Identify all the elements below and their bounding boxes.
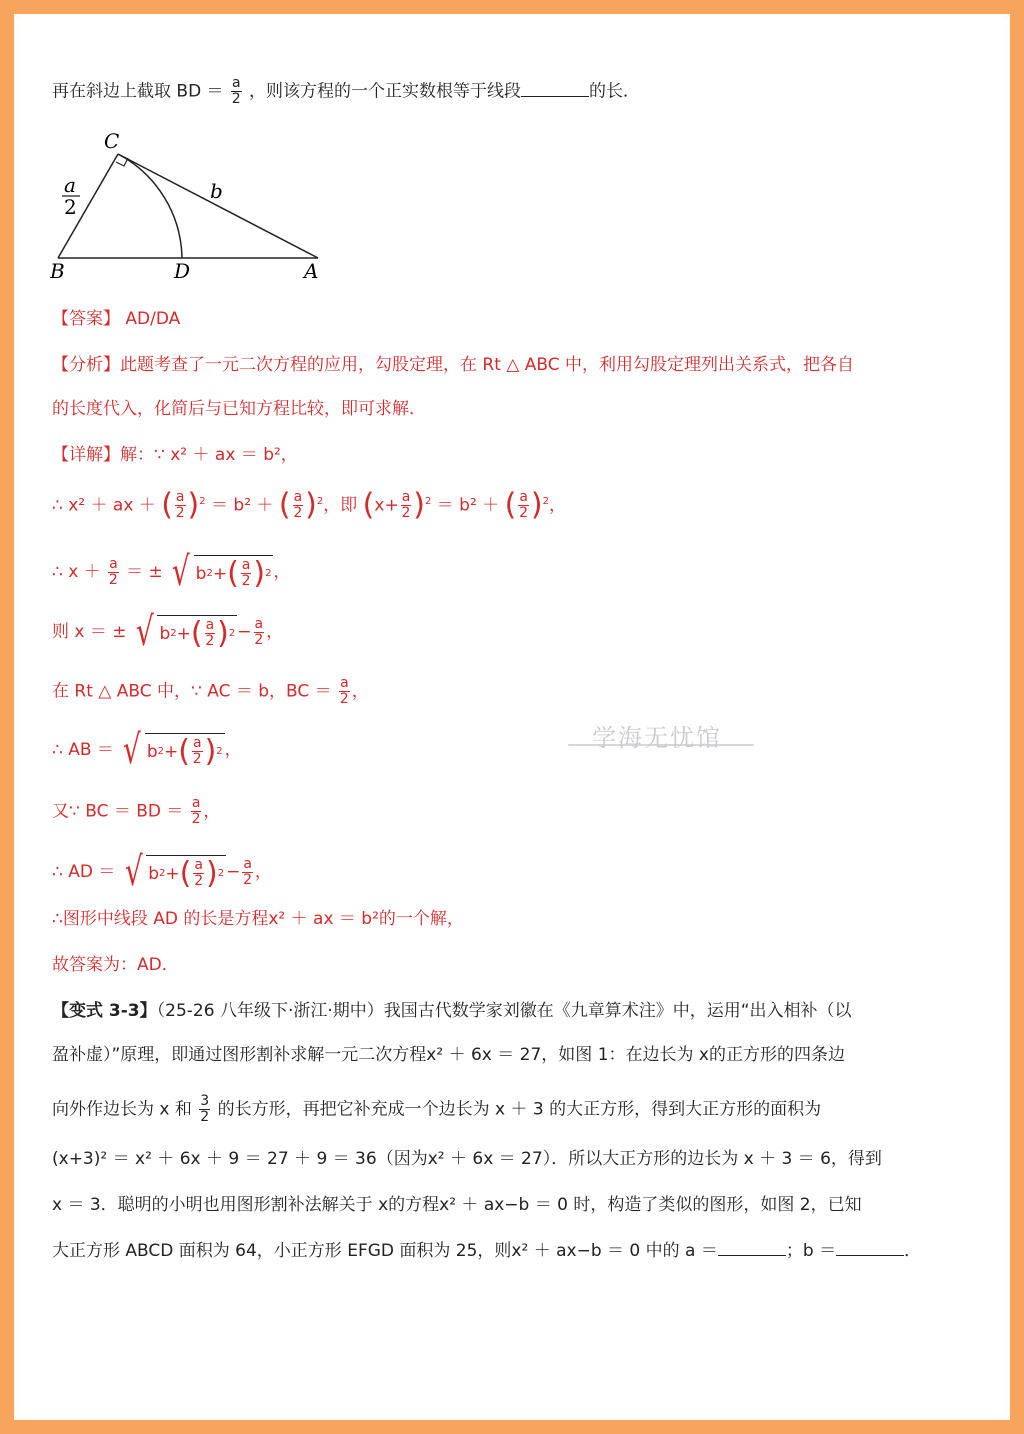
detail-line-9: ∴图形中线段 AD 的长是方程x² ＋ ax ＝ b²的一个解，	[52, 909, 464, 929]
detail-line-3: ∴ x ＋ $\frac{a}{2}$ ＝ ± √ b 2 + ( $\frac{a}{2}$ ) 2 ，	[52, 549, 291, 595]
variant-line-1: 【变式 3-3】（25-26 八年级下·浙江·期中）我国古代数学家刘徽在《九章算术注》中，运用“出入相补（以	[52, 1001, 852, 1021]
answer-blank	[521, 82, 589, 97]
label-b: b	[210, 179, 223, 203]
answer-blank-b	[836, 1241, 904, 1256]
answer-line: 【答案】 AD/DA	[52, 309, 181, 329]
analysis-line-1: 【分析】此题考查了一元二次方程的应用，勾股定理，在 Rt △ ABC 中，利用勾股定理列出关系式，把各自	[52, 355, 855, 375]
watermark: 学海无忧馆	[592, 724, 722, 752]
answer-blank-a	[718, 1241, 786, 1256]
triangle-figure	[50, 128, 330, 284]
variant-line-2: 盈补虚）”原理，即通过图形割补求解一元二次方程x² ＋ 6x ＝ 27，如图 1：在边长为 x的正方形的四条边	[52, 1045, 845, 1065]
detail-line-10: 故答案为：AD．	[52, 955, 179, 975]
fraction: $\frac{a}{2}$	[231, 75, 241, 107]
detail-line-8: ∴ AD ＝ √ b 2 + ( $\frac{a}{2}$ ) 2 − $\frac{a}{2}$ ，	[52, 849, 272, 895]
label-C: C	[104, 129, 120, 153]
detail-line-5: 在 Rt △ ABC 中，∵ AC ＝ b，BC ＝ $\frac{a}{2}$ ，	[52, 675, 369, 707]
label-two: 2	[64, 195, 77, 219]
variant-line-5: x ＝ 3．聪明的小明也用图形割补法解关于 x的方程x² ＋ ax−b ＝ 0 时，构造了类似的图形，如图 2，已知	[52, 1195, 862, 1215]
label-D: D	[174, 259, 191, 283]
detail-line-4: 则 x ＝ ± √ b 2 + ( $\frac{a}{2}$ ) 2 − $\frac{a}{2}$ ，	[52, 609, 284, 655]
detail-line-6: ∴ AB ＝ √ b 2 + ( $\frac{a}{2}$ ) 2 ，	[52, 727, 242, 773]
variant-line-3: 向外作边长为 x 和 $\frac{3}{2}$ 的长方形，再把它补充成一个边长为 x ＋ 3 的大正方形，得到大正方形的面积为	[52, 1093, 822, 1125]
detail-line-1: 【详解】解：∵ x² ＋ ax ＝ b²，	[52, 445, 298, 465]
question-line: 再在斜边上截取 BD ＝ $\frac{a}{2}$ ，则该方程的一个正实数根等于线段 的长．	[52, 75, 640, 107]
detail-line-7: 又∵ BC ＝ BD ＝ $\frac{a}{2}$ ，	[52, 795, 221, 827]
analysis-line-2: 的长度代入，化简后与已知方程比较，即可求解．	[52, 399, 426, 419]
sqrt: √ b 2 + ( $\frac{a}{2}$ ) 2	[171, 549, 272, 595]
detail-line-2: ∴ x² ＋ ax ＋ ( $\frac{a}{2}$ )$^2$ ＝ b² ＋ ( $\frac{a}{2}$ )$^2$，即 (x+ $\frac{a}{2}$ )$^2$ ＝ b² ＋ ( $\frac{a}{2}$ )$^2$，	[52, 487, 567, 523]
variant-line-4: (x+3)² ＝ x² ＋ 6x ＋ 9 ＝ 27 ＋ 9 ＝ 36（因为x² ＋ 6x ＝ 27）．所以大正方形的边长为 x ＋ 3 ＝ 6，得到	[52, 1149, 882, 1169]
variant-line-6: 大正方形 ABCD 面积为 64，小正方形 EFGD 面积为 25，则x² ＋ ax−b ＝ 0 中的 a ＝ ；b ＝ ．	[52, 1241, 922, 1261]
label-a: a	[64, 173, 76, 197]
label-B: B	[50, 259, 65, 283]
label-A: A	[304, 259, 319, 283]
